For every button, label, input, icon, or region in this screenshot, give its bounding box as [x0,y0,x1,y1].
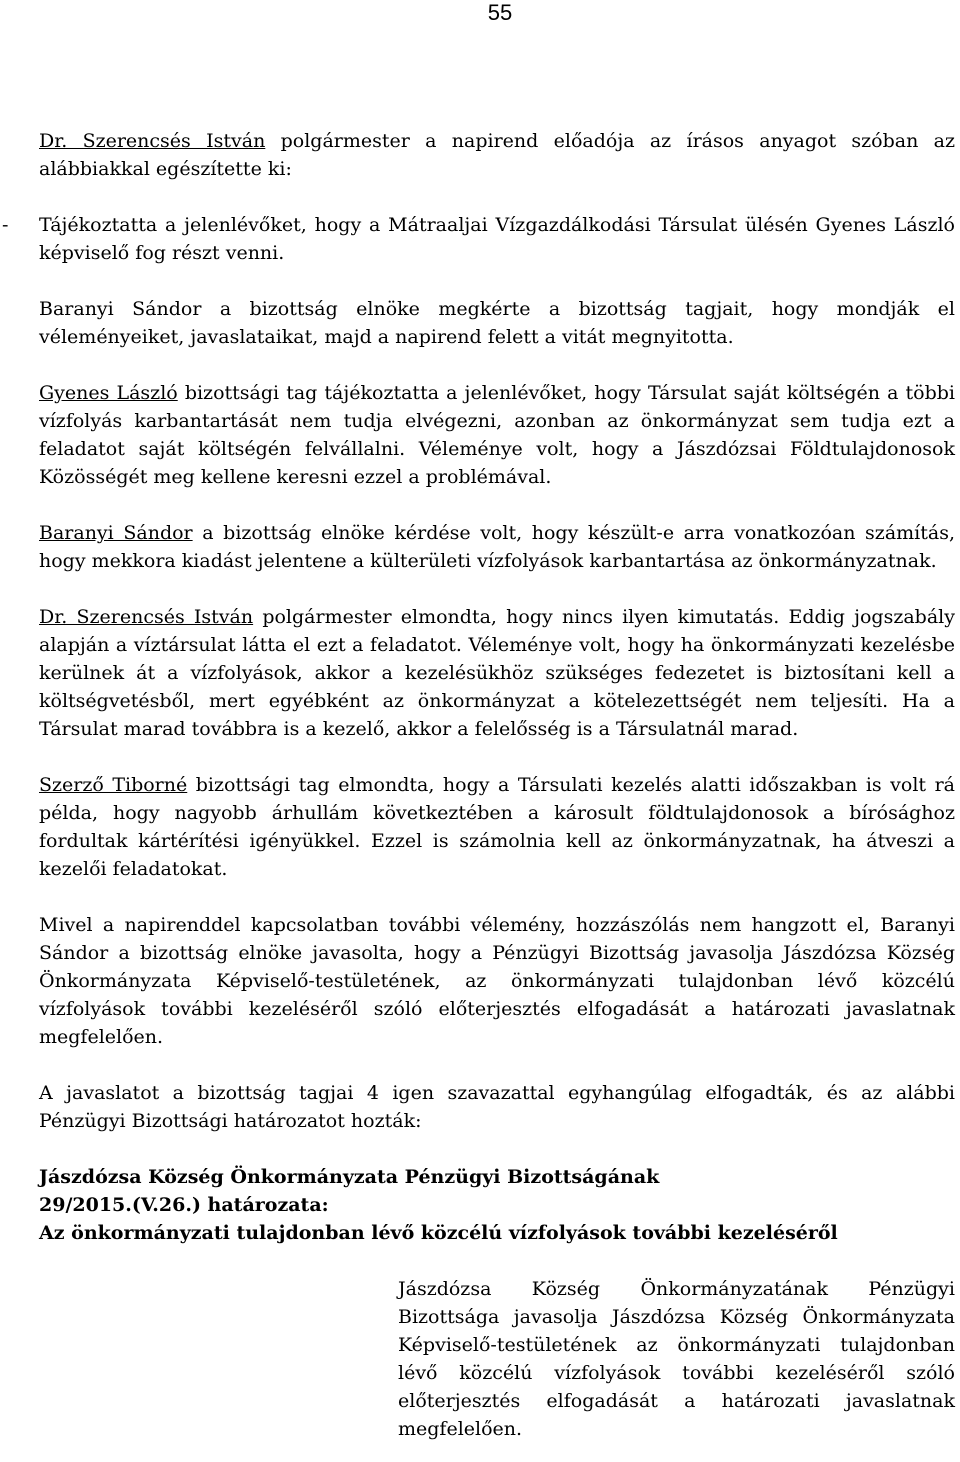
speaker-name: Gyenes László [39,382,178,404]
speaker-name: Dr. Szerencsés István [39,606,254,628]
speaker-name: Baranyi Sándor [39,522,193,544]
paragraph-text: a bizottság elnöke kérdése volt, hogy készült-e arra vonatkozóan számítás, hogy mekkora kiadást jelentene a külterületi vízfolyások karbantartása az önkormányzatnak. [39,522,955,572]
bullet-text: Tájékoztatta a jelenlévőket, hogy a Mátraaljai Vízgazdálkodási Társulat ülésén Gyenes László képviselő fog részt venni. [39,214,955,264]
chair-opening-paragraph: Baranyi Sándor a bizottság elnöke megkérte a bizottság tagjait, hogy mondják el véleményeiket, javaslataikat, majd a napirend felett a vitát megnyitotta. [39,298,955,348]
resolution-heading [39,1163,955,1247]
intro-paragraph [39,127,955,183]
paragraph-text: bizottsági tag tájékoztatta a jelenlévőket, hogy Társulat saját költségén a többi vízfolyás karbantartását nem tudja elvégezni, azonban az önkormányzat sem tudja ezt a feladatot saját költségén felvállalni. Véleménye volt, hogy a Jászdózsai Földtulajdonosok Közösségét meg kellene keresni ezzel a problémával. [39,382,955,488]
gyenes-paragraph [39,379,955,491]
paragraph-text: polgármester elmondta, hogy nincs ilyen kimutatás. Eddig jogszabály alapján a víztársulat látta el ezt a feladatot. Véleménye volt, hogy ha önkormányzati kezelésbe kerülnek át a vízfolyások, akkor a kezelésükhöz szükséges fedezetet is biztosítani kell a költségvetésből, mert egyébként az önkormányzat a kötelezettségét nem teljesíti. Ha a Társulat marad továbbra is a kezelő, akkor a felelősség is a Társulatnál marad. [39,606,955,740]
mayor-paragraph [39,603,955,743]
bullet-dash: - [2,214,9,236]
speaker-name: Dr. Szerencsés István [39,130,266,152]
paragraph-text: polgármester a napirend előadója az írásos anyagot szóban az alábbiakkal egészítette ki: [39,130,955,180]
document-body [2,127,955,1462]
speaker-name: Szerző Tiborné [39,774,188,796]
heading-line-2: 29/2015.(V.26.) határozata: [39,1194,329,1216]
szerzo-paragraph [39,771,955,883]
resolution-text: Jászdózsa Község Önkormányzatának Pénzügyi Bizottsága javasolja Jászdózsa Község Önkormányzata Képviselő-testületének az önkormányzati tulajdonban lévő közcélú vízfolyások további kezeléséről szóló előterjesztés elfogadását a határozati javaslatnak megfelelően. [398,1278,955,1440]
proposal-paragraph: Mivel a napirenddel kapcsolatban további vélemény, hozzászólás nem hangzott el, Baranyi Sándor a bizottság elnöke javasolta, hogy a Pénzügyi Bizottság javasolja Jászdózsa Község Önkormányzata Képviselő-testületének, az önkormányzati tulajdonban lévő közcélú vízfolyások további kezeléséről szóló előterjesztés elfogadását a határozati javaslatnak megfelelően. [39,914,955,1048]
heading-line-1: Jászdózsa Község Önkormányzata Pénzügyi Bizottságának [39,1166,660,1188]
baranyi-paragraph [39,519,955,575]
bullet-item [2,211,955,267]
vote-paragraph: A javaslatot a bizottság tagjai 4 igen szavazattal egyhangúlag elfogadták, és az alábbi Pénzügyi Bizottsági határozatot hozták: [39,1082,955,1132]
page-number: 55 [487,0,513,25]
paragraph-text: bizottsági tag elmondta, hogy a Társulati kezelés alatti időszakban is volt rá példa, hogy nagyobb árhullám következtében a károsult földtulajdonosok a bírósághoz fordultak kártérítési igényükkel. Ezzel is számolnia kell az önkormányzatnak, ha átveszi a kezelői feladatokat. [39,774,955,880]
heading-line-3: Az önkormányzati tulajdonban lévő közcélú vízfolyások további kezeléséről [39,1222,838,1244]
